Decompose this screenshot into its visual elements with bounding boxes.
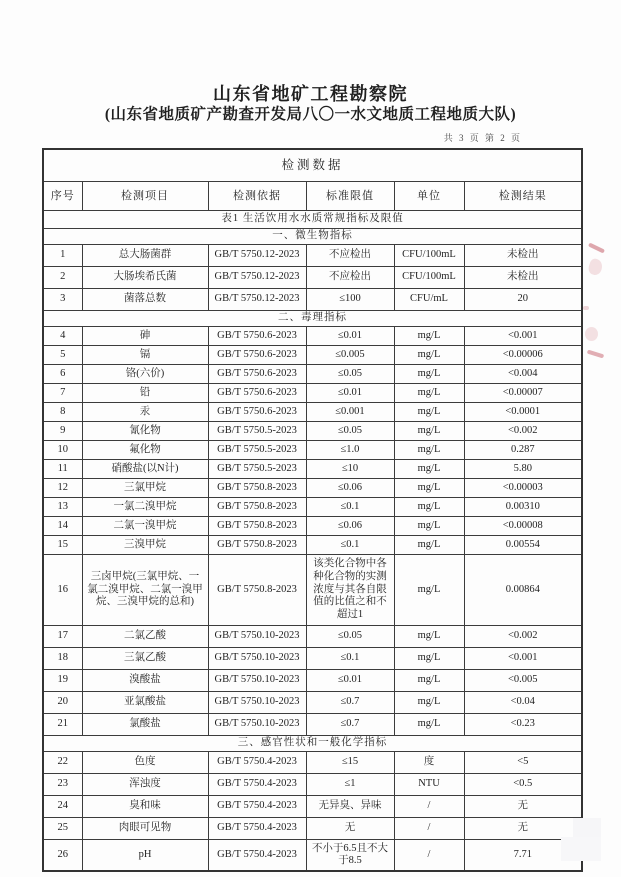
result-value: 20 [464, 289, 582, 311]
result-value: <0.0001 [464, 403, 582, 422]
item-name: 亚氯酸盐 [82, 691, 208, 713]
scan-artifact [561, 837, 601, 861]
result-value: <0.00006 [464, 346, 582, 365]
result-value: 0.00554 [464, 536, 582, 555]
method-ref: GB/T 5750.8-2023 [208, 517, 306, 536]
row-no: 24 [43, 795, 82, 817]
row-no: 25 [43, 817, 82, 839]
row-no: 2 [43, 267, 82, 289]
row-no: 9 [43, 422, 82, 441]
limit-value: ≤0.001 [306, 403, 394, 422]
row-no: 26 [43, 839, 82, 871]
result-value: <0.001 [464, 647, 582, 669]
item-name: 氯酸盐 [82, 713, 208, 735]
row-no: 5 [43, 346, 82, 365]
limit-value: ≤0.01 [306, 327, 394, 346]
limit-value: ≤0.05 [306, 422, 394, 441]
method-ref: GB/T 5750.5-2023 [208, 422, 306, 441]
method-ref: GB/T 5750.4-2023 [208, 817, 306, 839]
limit-value: ≤1 [306, 773, 394, 795]
table-row [43, 403, 582, 422]
limit-value: ≤0.7 [306, 691, 394, 713]
item-name: 铬(六价) [82, 365, 208, 384]
section-header-row [43, 229, 582, 245]
table-row [43, 555, 582, 626]
method-ref: GB/T 5750.6-2023 [208, 327, 306, 346]
row-no: 21 [43, 713, 82, 735]
unit: mg/L [394, 479, 464, 498]
unit: mg/L [394, 713, 464, 735]
section-title: 二、毒理指标 [43, 311, 582, 327]
unit: CFU/mL [394, 289, 464, 311]
limit-value: ≤0.05 [306, 365, 394, 384]
unit: CFU/100mL [394, 245, 464, 267]
row-no: 6 [43, 365, 82, 384]
result-value: <0.001 [464, 327, 582, 346]
row-no: 16 [43, 555, 82, 626]
section-title: 三、感官性状和一般化学指标 [43, 735, 582, 751]
unit: mg/L [394, 403, 464, 422]
row-no: 8 [43, 403, 82, 422]
table-row [43, 817, 582, 839]
unit: mg/L [394, 460, 464, 479]
limit-value: 不小于6.5且不大于8.5 [306, 839, 394, 871]
method-ref: GB/T 5750.4-2023 [208, 751, 306, 773]
unit: mg/L [394, 517, 464, 536]
limit-value: 无 [306, 817, 394, 839]
item-name: 汞 [82, 403, 208, 422]
row-no: 22 [43, 751, 82, 773]
unit: mg/L [394, 555, 464, 626]
method-ref: GB/T 5750.8-2023 [208, 555, 306, 626]
table-row [43, 773, 582, 795]
item-name: 总大肠菌群 [82, 245, 208, 267]
limit-value: ≤0.06 [306, 517, 394, 536]
unit: mg/L [394, 691, 464, 713]
page-number-note: 共 3 页 第 2 页 [443, 133, 522, 143]
item-name: 二氯乙酸 [82, 625, 208, 647]
row-no: 15 [43, 536, 82, 555]
table-note-row [43, 211, 582, 229]
table-row [43, 498, 582, 517]
red-stamp-fragment [587, 350, 604, 359]
unit: mg/L [394, 327, 464, 346]
table-row [43, 839, 582, 871]
table-row [43, 422, 582, 441]
limit-value: ≤0.7 [306, 713, 394, 735]
item-name: 三氯甲烷 [82, 479, 208, 498]
section-header-row [43, 735, 582, 751]
item-name: 大肠埃希氏菌 [82, 267, 208, 289]
row-no: 1 [43, 245, 82, 267]
table-caption-row [43, 149, 582, 182]
item-name: 铅 [82, 384, 208, 403]
result-value: <0.002 [464, 625, 582, 647]
table-row [43, 691, 582, 713]
unit: 度 [394, 751, 464, 773]
limit-value: ≤15 [306, 751, 394, 773]
result-value: 0.287 [464, 441, 582, 460]
test-data-table [42, 148, 583, 872]
result-value: 未检出 [464, 267, 582, 289]
org-title: 山东省地矿工程勘察院 [213, 84, 408, 104]
org-subtitle: (山东省地质矿产勘查开发局八〇一水文地质工程地质大队) [104, 106, 517, 123]
table-row [43, 346, 582, 365]
limit-value: 无异臭、异味 [306, 795, 394, 817]
method-ref: GB/T 5750.4-2023 [208, 839, 306, 871]
unit: mg/L [394, 346, 464, 365]
table-row [43, 441, 582, 460]
row-no: 10 [43, 441, 82, 460]
item-name: 镉 [82, 346, 208, 365]
method-ref: GB/T 5750.10-2023 [208, 625, 306, 647]
table-row [43, 713, 582, 735]
result-value: 0.00310 [464, 498, 582, 517]
result-value: <0.00007 [464, 384, 582, 403]
limit-value: ≤0.05 [306, 625, 394, 647]
row-no: 19 [43, 669, 82, 691]
method-ref: GB/T 5750.5-2023 [208, 460, 306, 479]
unit: mg/L [394, 625, 464, 647]
unit: mg/L [394, 669, 464, 691]
red-stamp-fragment [583, 306, 589, 310]
limit-value: ≤0.01 [306, 384, 394, 403]
unit: mg/L [394, 441, 464, 460]
result-value: <0.00008 [464, 517, 582, 536]
limit-value: 不应检出 [306, 267, 394, 289]
column-header: 序号 [43, 182, 82, 211]
item-name: 菌落总数 [82, 289, 208, 311]
unit: NTU [394, 773, 464, 795]
row-no: 23 [43, 773, 82, 795]
method-ref: GB/T 5750.10-2023 [208, 647, 306, 669]
method-ref: GB/T 5750.6-2023 [208, 384, 306, 403]
section-title: 一、微生物指标 [43, 229, 582, 245]
limit-value: ≤0.01 [306, 669, 394, 691]
row-no: 12 [43, 479, 82, 498]
item-name: 三卤甲烷(三氯甲烷、一氯二溴甲烷、二氯一溴甲烷、三溴甲烷的总和) [82, 555, 208, 626]
item-name: 臭和味 [82, 795, 208, 817]
row-no: 18 [43, 647, 82, 669]
result-value: <0.04 [464, 691, 582, 713]
result-value: 未检出 [464, 245, 582, 267]
item-name: 肉眼可见物 [82, 817, 208, 839]
table-row [43, 669, 582, 691]
method-ref: GB/T 5750.8-2023 [208, 536, 306, 555]
table-row [43, 327, 582, 346]
method-ref: GB/T 5750.12-2023 [208, 289, 306, 311]
unit: / [394, 795, 464, 817]
method-ref: GB/T 5750.10-2023 [208, 691, 306, 713]
item-name: 硝酸盐(以N计) [82, 460, 208, 479]
limit-value: ≤100 [306, 289, 394, 311]
row-no: 17 [43, 625, 82, 647]
section-header-row [43, 311, 582, 327]
unit: mg/L [394, 384, 464, 403]
table-row [43, 517, 582, 536]
limit-value: 不应检出 [306, 245, 394, 267]
column-header: 检测项目 [82, 182, 208, 211]
method-ref: GB/T 5750.8-2023 [208, 479, 306, 498]
result-value: <0.002 [464, 422, 582, 441]
table-row [43, 625, 582, 647]
result-value: <0.00003 [464, 479, 582, 498]
result-value: 5.80 [464, 460, 582, 479]
result-value: 7.71 [464, 839, 582, 871]
item-name: 溴酸盐 [82, 669, 208, 691]
unit: / [394, 839, 464, 871]
row-no: 20 [43, 691, 82, 713]
table-header-row [43, 182, 582, 211]
unit: mg/L [394, 498, 464, 517]
red-stamp-fragment [585, 327, 598, 341]
table-row [43, 795, 582, 817]
table-row [43, 267, 582, 289]
limit-value: ≤0.1 [306, 536, 394, 555]
row-no: 13 [43, 498, 82, 517]
column-header: 标准限值 [306, 182, 394, 211]
method-ref: GB/T 5750.5-2023 [208, 441, 306, 460]
limit-value: 该类化合物中各种化合物的实测浓度与其各自限值的比值之和不超过1 [306, 555, 394, 626]
table-row [43, 460, 582, 479]
result-value: 0.00864 [464, 555, 582, 626]
red-stamp-fragment [587, 257, 604, 276]
method-ref: GB/T 5750.4-2023 [208, 773, 306, 795]
method-ref: GB/T 5750.6-2023 [208, 403, 306, 422]
unit: / [394, 817, 464, 839]
item-name: 三氯乙酸 [82, 647, 208, 669]
table-row [43, 751, 582, 773]
unit: CFU/100mL [394, 267, 464, 289]
table-row [43, 647, 582, 669]
method-ref: GB/T 5750.10-2023 [208, 713, 306, 735]
method-ref: GB/T 5750.12-2023 [208, 245, 306, 267]
limit-value: ≤0.1 [306, 647, 394, 669]
item-name: 氟化物 [82, 441, 208, 460]
limit-value: ≤1.0 [306, 441, 394, 460]
item-name: 三溴甲烷 [82, 536, 208, 555]
item-name: 氰化物 [82, 422, 208, 441]
table-row [43, 289, 582, 311]
table-row [43, 245, 582, 267]
unit: mg/L [394, 365, 464, 384]
unit: mg/L [394, 536, 464, 555]
row-no: 3 [43, 289, 82, 311]
item-name: 色度 [82, 751, 208, 773]
method-ref: GB/T 5750.4-2023 [208, 795, 306, 817]
item-name: 砷 [82, 327, 208, 346]
row-no: 7 [43, 384, 82, 403]
result-value: <0.5 [464, 773, 582, 795]
limit-value: ≤0.1 [306, 498, 394, 517]
table-note: 表1 生活饮用水水质常规指标及限值 [43, 211, 582, 229]
table-caption: 检测数据 [43, 149, 582, 182]
unit: mg/L [394, 647, 464, 669]
unit: mg/L [394, 422, 464, 441]
result-value: 无 [464, 817, 582, 839]
table-row [43, 384, 582, 403]
table-row [43, 479, 582, 498]
column-header: 检测结果 [464, 182, 582, 211]
limit-value: ≤0.005 [306, 346, 394, 365]
result-value: <5 [464, 751, 582, 773]
method-ref: GB/T 5750.10-2023 [208, 669, 306, 691]
limit-value: ≤0.06 [306, 479, 394, 498]
method-ref: GB/T 5750.12-2023 [208, 267, 306, 289]
result-value: 无 [464, 795, 582, 817]
table-row [43, 536, 582, 555]
method-ref: GB/T 5750.6-2023 [208, 346, 306, 365]
result-value: <0.23 [464, 713, 582, 735]
row-no: 11 [43, 460, 82, 479]
item-name: 浑浊度 [82, 773, 208, 795]
result-value: <0.004 [464, 365, 582, 384]
method-ref: GB/T 5750.6-2023 [208, 365, 306, 384]
column-header: 单位 [394, 182, 464, 211]
row-no: 4 [43, 327, 82, 346]
column-header: 检测依据 [208, 182, 306, 211]
item-name: pH [82, 839, 208, 871]
item-name: 一氯二溴甲烷 [82, 498, 208, 517]
limit-value: ≤10 [306, 460, 394, 479]
result-value: <0.005 [464, 669, 582, 691]
method-ref: GB/T 5750.8-2023 [208, 498, 306, 517]
item-name: 二氯一溴甲烷 [82, 517, 208, 536]
table-row [43, 365, 582, 384]
row-no: 14 [43, 517, 82, 536]
red-stamp-fragment [588, 242, 605, 253]
